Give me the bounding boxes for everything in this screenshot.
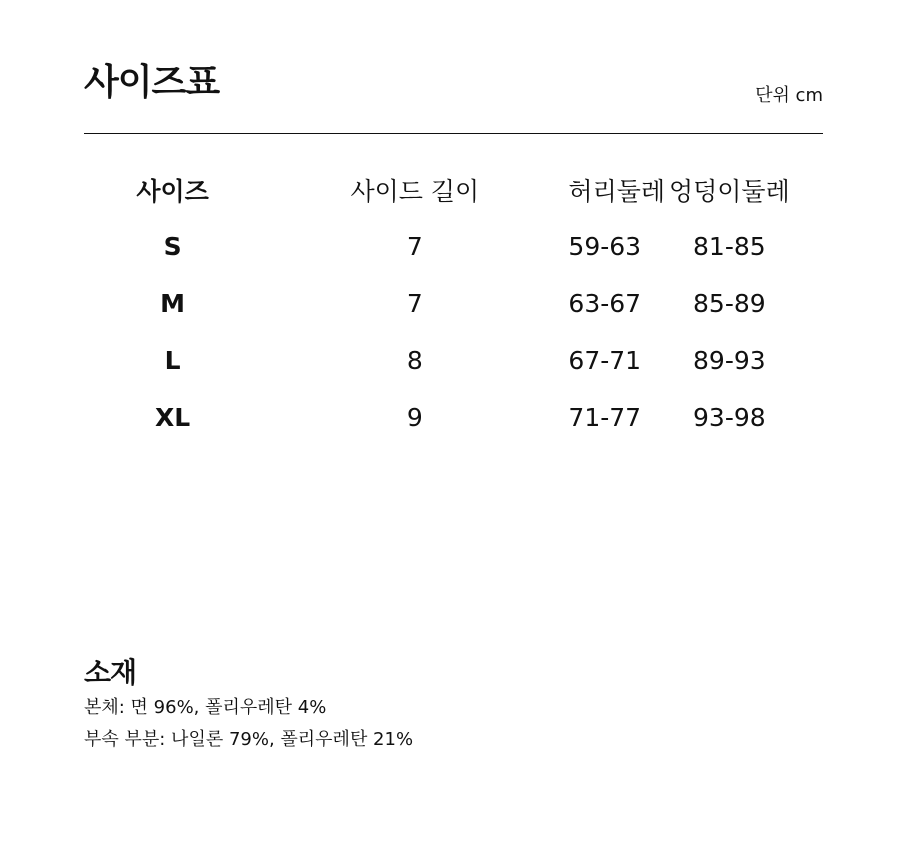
material-main-body: 본체: 면 96%, 폴리우레탄 4% bbox=[84, 697, 327, 718]
waist-cell: 63-67 bbox=[568, 289, 642, 318]
side-length-cell: 7 bbox=[406, 232, 423, 261]
column-header-size: 사이즈 bbox=[136, 176, 209, 206]
hip-cell: 85-89 bbox=[693, 289, 766, 318]
material-title: 소재 bbox=[84, 656, 137, 689]
column-header-hip: 엉덩이둘레 bbox=[668, 176, 790, 206]
unit-label: 단위 cm bbox=[755, 85, 823, 106]
side-length-cell: 7 bbox=[406, 289, 423, 318]
material-accessory-part: 부속 부분: 나일론 79%, 폴리우레탄 21% bbox=[84, 729, 414, 750]
hip-cell: 89-93 bbox=[693, 346, 766, 375]
size-cell: S bbox=[163, 232, 182, 261]
side-length-cell: 8 bbox=[406, 346, 423, 375]
page-title: 사이즈표 bbox=[84, 62, 220, 103]
waist-cell: 71-77 bbox=[568, 403, 642, 432]
waist-cell: 67-71 bbox=[568, 346, 642, 375]
table-row bbox=[84, 332, 823, 389]
material-section bbox=[84, 654, 413, 756]
size-cell: L bbox=[164, 346, 181, 375]
column-header-waist: 허리둘레 bbox=[568, 176, 666, 206]
table-row bbox=[84, 218, 823, 275]
waist-cell: 59-63 bbox=[568, 232, 642, 261]
side-length-cell: 9 bbox=[406, 403, 423, 432]
size-table bbox=[84, 161, 823, 446]
hip-cell: 93-98 bbox=[693, 403, 766, 432]
size-chart-header bbox=[84, 58, 823, 134]
size-cell: XL bbox=[154, 403, 191, 432]
column-header-side-length: 사이드 길이 bbox=[350, 176, 480, 206]
size-cell: M bbox=[160, 289, 186, 318]
table-row bbox=[84, 389, 823, 446]
table-header-row bbox=[84, 161, 823, 218]
table-row bbox=[84, 275, 823, 332]
hip-cell: 81-85 bbox=[693, 232, 766, 261]
